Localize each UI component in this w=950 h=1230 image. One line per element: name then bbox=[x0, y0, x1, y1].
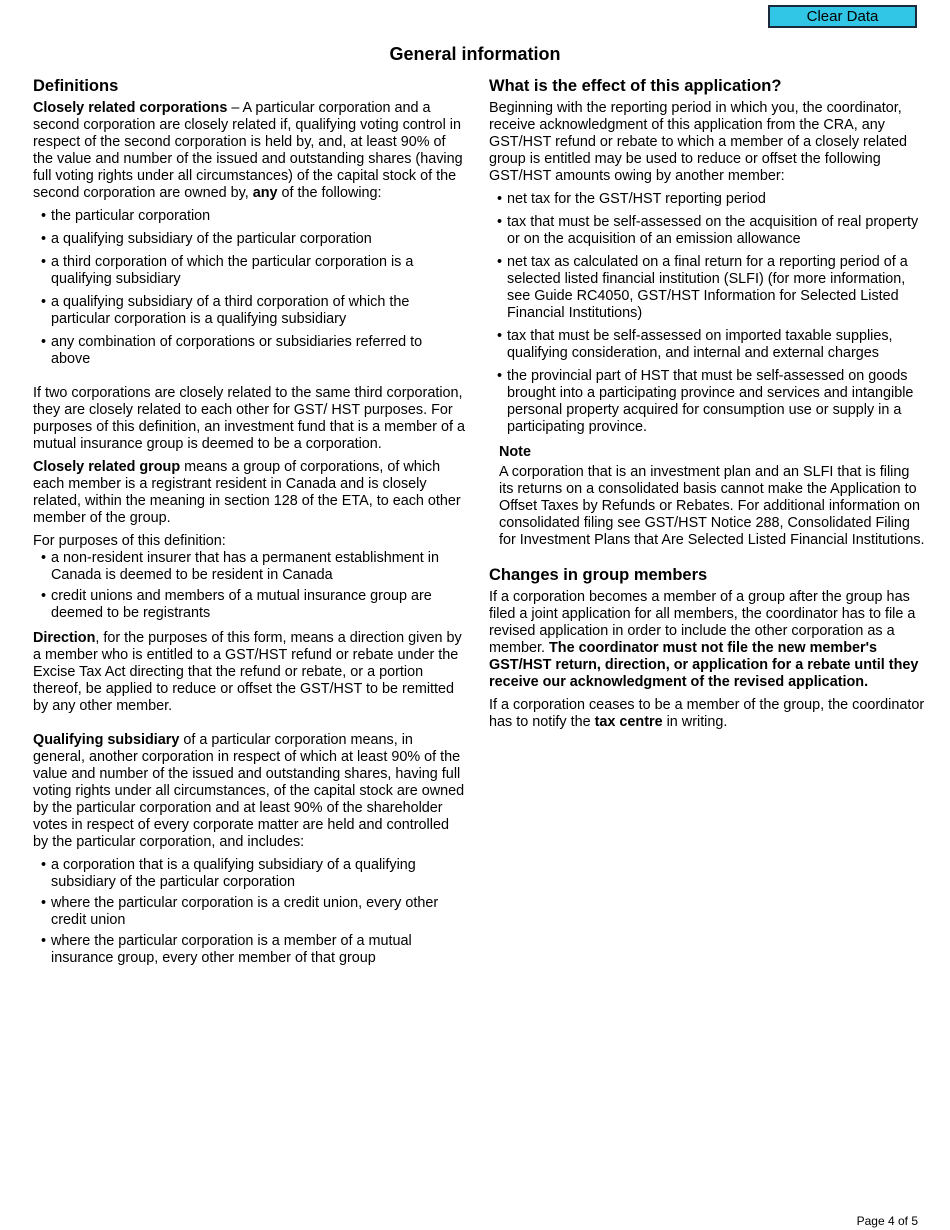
effect-heading: What is the effect of this application? bbox=[489, 77, 782, 95]
closely-related-corporations-definition bbox=[33, 100, 465, 202]
crc-text: – A particular corporation and a second corporation are closely related if, qualifying voting control in respect of the second corporation is held by, and, at least 90% of the value and number of the issued and outstanding shares (having full voting rights under all circumstances) of the capital stock of the second corporation are owned by, bbox=[33, 100, 463, 201]
qs-text: of a particular corporation means, in general, another corporation in respect of which at least 90% of the value and number of the issued and outstanding shares, having full voting rights under all circumstances, of the capital stock are owned by the particular corporation and at least 90% of the shareholder votes in respect of every corporate matter are held and controlled by the particular corporation, and includes: bbox=[33, 732, 465, 850]
list-item: • the particular corporation bbox=[41, 208, 465, 225]
list-item: • net tax as calculated on a final return for a reporting period of a selected listed financial institution (SLFI) (for more information, see Guide RC4050, GST/HST Information for Selected Listed Financial Institutions) bbox=[497, 254, 925, 322]
direction-text: , for the purposes of this form, means a direction given by a member who is entitled to a GST/HST refund or rebate under the Excise Tax Act directing that the refund or rebate, or a portion thereof, be applied to reduce or offset the GST/HST to be remitted by any other member. bbox=[33, 630, 462, 714]
crg-text: means a group of corporations, of which each member is a registrant resident in Canada and is closely related, within the meaning in section 128 of the ETA, to each other member of the group. bbox=[33, 459, 461, 526]
list-item: • any combination of corporations or subsidiaries referred to above bbox=[41, 334, 465, 368]
changes-paragraph-2 bbox=[489, 697, 925, 731]
definitions-heading: Definitions bbox=[33, 77, 119, 95]
changes-p1-text: If a corporation becomes a member of a group after the group has filed a joint application for all members, the coordinator has to file a revised application in order to include the other corporation as a member. bbox=[489, 589, 916, 656]
changes-p2-end: in writing. bbox=[662, 714, 728, 730]
note-title: Note bbox=[499, 444, 531, 460]
definitions-column bbox=[33, 76, 465, 975]
list-item: • tax that must be self-assessed on the acquisition of real property or on the acquisition of an emission allowance bbox=[497, 214, 925, 248]
effect-column bbox=[489, 76, 925, 737]
list-item: • a non-resident insurer that has a permanent establishment in Canada is deemed to be resident in Canada bbox=[41, 550, 465, 584]
crc-list bbox=[33, 208, 465, 368]
clear-data-button[interactable]: Clear Data bbox=[768, 5, 917, 28]
list-item: • a qualifying subsidiary of a third corporation of which the particular corporation is a qualifying subsidiary bbox=[41, 294, 465, 328]
page-number: Page 4 of 5 bbox=[856, 1214, 918, 1228]
list-item: • credit unions and members of a mutual insurance group are deemed to be registrants bbox=[41, 588, 465, 622]
qs-term: Qualifying subsidiary bbox=[33, 732, 180, 748]
qualifying-subsidiary-definition bbox=[33, 732, 465, 851]
list-item: • the provincial part of HST that must be self-assessed on goods brought into a participating province and services and intangible personal property acquired for consumption use or supply in a participating province. bbox=[497, 368, 925, 436]
list-item: • tax that must be self-assessed on imported taxable supplies, qualifying consideration, and internal and external charges bbox=[497, 328, 925, 362]
crc-term: Closely related corporations bbox=[33, 100, 228, 116]
changes-p2-bold: tax centre bbox=[594, 714, 663, 730]
list-item: • a qualifying subsidiary of the particular corporation bbox=[41, 231, 465, 248]
effect-list bbox=[489, 191, 925, 436]
direction-term: Direction bbox=[33, 630, 96, 646]
changes-heading: Changes in group members bbox=[489, 566, 708, 584]
crg-list bbox=[33, 550, 465, 622]
crc-after-text: If two corporations are closely related to the same third corporation, they are closely related to each other for GST/ HST purposes. For purposes of this definition, an investment fund that is a member of a mutual insurance group is deemed to be a corporation. bbox=[33, 385, 465, 452]
note-text: A corporation that is an investment plan and an SLFI that is filing its returns on a consolidated basis cannot make the Application to Offset Taxes by Refunds or Rebates. For additional information on consolidated filing see GST/HST Notice 288, Consolidated Filing for Investment Plans that Are Selected Listed Financial Institutions. bbox=[499, 464, 925, 548]
changes-p2-text: If a corporation ceases to be a member of the group, the coordinator has to notify the bbox=[489, 697, 925, 730]
crc-text-end: of the following: bbox=[277, 185, 382, 201]
list-item: • a corporation that is a qualifying subsidiary of a qualifying subsidiary of the particular corporation bbox=[41, 857, 465, 891]
effect-intro: Beginning with the reporting period in which you, the coordinator, receive acknowledgment of this application from the CRA, any GST/HST refund or rebate to which a member of a closely related group is entitled may be used to reduce or offset the following GST/HST amounts owing by another member: bbox=[489, 100, 908, 184]
note-box bbox=[499, 444, 925, 549]
direction-definition bbox=[33, 630, 465, 715]
list-item: • net tax for the GST/HST reporting period bbox=[497, 191, 925, 208]
list-item: • where the particular corporation is a credit union, every other credit union bbox=[41, 895, 465, 929]
changes-p1-bold: The coordinator must not file the new member's GST/HST return, direction, or application for a rebate until they receive our acknowledgment of the revised application. bbox=[489, 640, 919, 690]
crc-any: any bbox=[252, 185, 278, 201]
page-title: General information bbox=[389, 44, 561, 64]
closely-related-group-definition bbox=[33, 459, 465, 527]
list-item: • where the particular corporation is a member of a mutual insurance group, every other member of that group bbox=[41, 933, 465, 967]
changes-paragraph-1 bbox=[489, 589, 925, 691]
list-item: • a third corporation of which the particular corporation is a qualifying subsidiary bbox=[41, 254, 465, 288]
crg-term: Closely related group bbox=[33, 459, 181, 475]
qs-list bbox=[33, 857, 465, 967]
crg-purposes: For purposes of this definition: bbox=[33, 533, 226, 549]
